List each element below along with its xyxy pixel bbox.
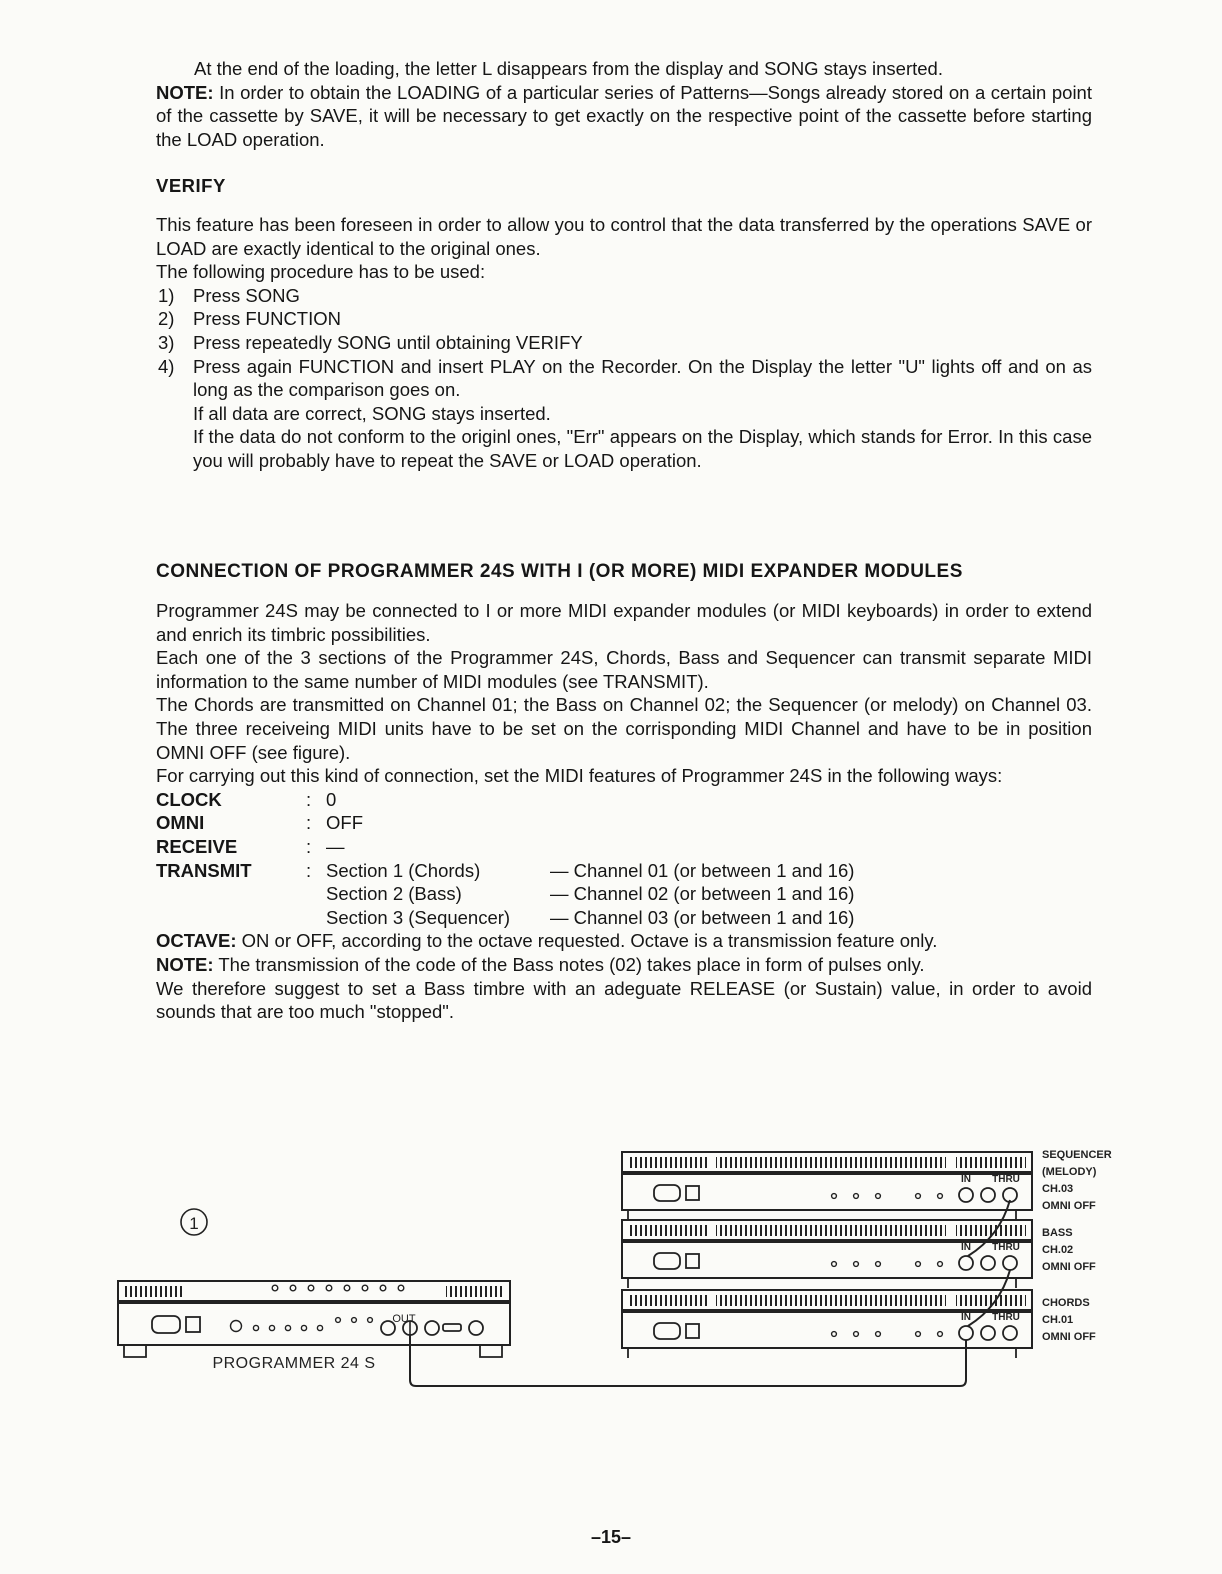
list-item: 2) Press FUNCTION <box>158 308 341 330</box>
connection-heading: CONNECTION OF PROGRAMMER 24S WITH I (OR MORE) MIDI EXPANDER MODULES <box>156 561 963 582</box>
setting-clock: CLOCK : 0 <box>156 788 337 810</box>
verify-section <box>156 174 1092 198</box>
list-item: 4) Press again FUNCTION and insert PLAY on the Recorder. On the Display the letter "U" lights off and on as long as the comparison goes on. <box>158 355 1092 401</box>
note-text: In order to obtain the LOADING of a particular series of Patterns—Songs already stored on a certain point of the cassette by SAVE, it will be necessary to get exactly on the respective point of the cassette before starting the LOAD operation. <box>156 81 1092 150</box>
verify-heading: VERIFY <box>156 175 226 196</box>
note-line: NOTE: The transmission of the code of the Bass notes (02) takes place in form of pulses only. <box>156 953 925 975</box>
verify-para1: This feature has been foreseen in order to allow you to control that the data transferred by the operations SAVE or LOAD are exactly identical to the original ones. <box>156 214 1092 259</box>
setting-transmit-row: Section 2 (Bass) — Channel 02 (or between 1 and 16) <box>326 883 855 905</box>
setting-receive: RECEIVE : — <box>156 835 345 857</box>
verify-body <box>156 213 1092 473</box>
setting-transmit-row: Section 3 (Sequencer) — Channel 03 (or between 1 and 16) <box>326 906 855 928</box>
module-omni: OMNI OFF <box>1042 1261 1096 1273</box>
module-channel: CH.01 <box>1042 1314 1074 1326</box>
module-name: SEQUENCER <box>1042 1149 1112 1161</box>
module-omni: OMNI OFF <box>1042 1200 1096 1212</box>
in-label: IN <box>961 1174 971 1185</box>
list-item: 1) Press SONG <box>158 284 300 306</box>
out-label: OUT <box>392 1313 416 1325</box>
intro-line: At the end of the loading, the letter L disappears from the display and SONG stays inserted. <box>194 58 943 79</box>
in-label: IN <box>961 1242 971 1253</box>
verify-step4-extra1: If all data are correct, SONG stays inserted. <box>193 402 551 424</box>
expander-module-sequencer <box>622 1149 1112 1220</box>
setting-transmit: TRANSMIT : Section 1 (Chords) — Channel 01 (or between 1 and 16) <box>156 859 855 881</box>
module-channel: CH.02 <box>1042 1244 1074 1256</box>
expander-module-chords <box>622 1290 1096 1358</box>
programmer-24s-unit <box>118 1281 510 1372</box>
verify-para2: The following procedure has to be used: <box>156 261 486 283</box>
connection-body <box>156 599 1092 1024</box>
figure-number: 1 <box>189 1214 199 1233</box>
list-item: 3) Press repeatedly SONG until obtaining VERIFY <box>158 331 583 353</box>
intro-section <box>156 57 1092 151</box>
programmer-label: PROGRAMMER 24 S <box>212 1355 376 1372</box>
verify-steps <box>156 284 1092 402</box>
module-name2: (MELODY) <box>1042 1166 1097 1178</box>
intro-note <box>156 81 1092 152</box>
note-label: NOTE: <box>156 81 214 103</box>
in-label: IN <box>961 1312 971 1323</box>
module-name: BASS <box>1042 1227 1073 1239</box>
connection-p5: We therefore suggest to set a Bass timbre with an adeguate RELEASE (or Sustain) value, in order to avoid sounds that are too much "stopped". <box>156 977 1092 1023</box>
module-name: CHORDS <box>1042 1297 1090 1309</box>
connection-heading-wrap <box>156 560 1092 584</box>
midi-connection-diagram <box>0 1130 1222 1430</box>
expander-module-bass <box>622 1220 1096 1288</box>
connection-p4: For carrying out this kind of connection, set the MIDI features of Programmer 24S in the following ways: <box>156 765 1003 787</box>
connection-p1: Programmer 24S may be connected to I or more MIDI expander modules (or MIDI keyboards) in order to extend and enrich its timbric possibilities. <box>156 600 1092 645</box>
octave-line: OCTAVE: ON or OFF, according to the octave requested. Octave is a transmission feature only. <box>156 930 938 952</box>
module-omni: OMNI OFF <box>1042 1331 1096 1343</box>
module-channel: CH.03 <box>1042 1183 1074 1195</box>
verify-step4-extra2: If the data do not conform to the originl ones, "Err" appears on the Display, which stands for Error. In this case you will probably have to repeat the SAVE or LOAD operation. <box>193 426 1092 471</box>
connection-p3: The Chords are transmitted on Channel 01; the Bass on Channel 02; the Sequencer (or melody) on Channel 03. The three receiveing MIDI units have to be set on the corrisponding MIDI Channel and have to be in position OMNI OFF (see figure). <box>156 694 1092 763</box>
setting-omni: OMNI : OFF <box>156 812 363 834</box>
thru-label: THRU <box>992 1174 1020 1185</box>
page-number: –15– <box>590 1527 632 1547</box>
connection-p2: Each one of the 3 sections of the Programmer 24S, Chords, Bass and Sequencer can transmit separate MIDI information to the same number of MIDI modules (see TRANSMIT). <box>156 647 1092 692</box>
thru-label: THRU <box>992 1242 1020 1253</box>
thru-label: THRU <box>992 1312 1020 1323</box>
